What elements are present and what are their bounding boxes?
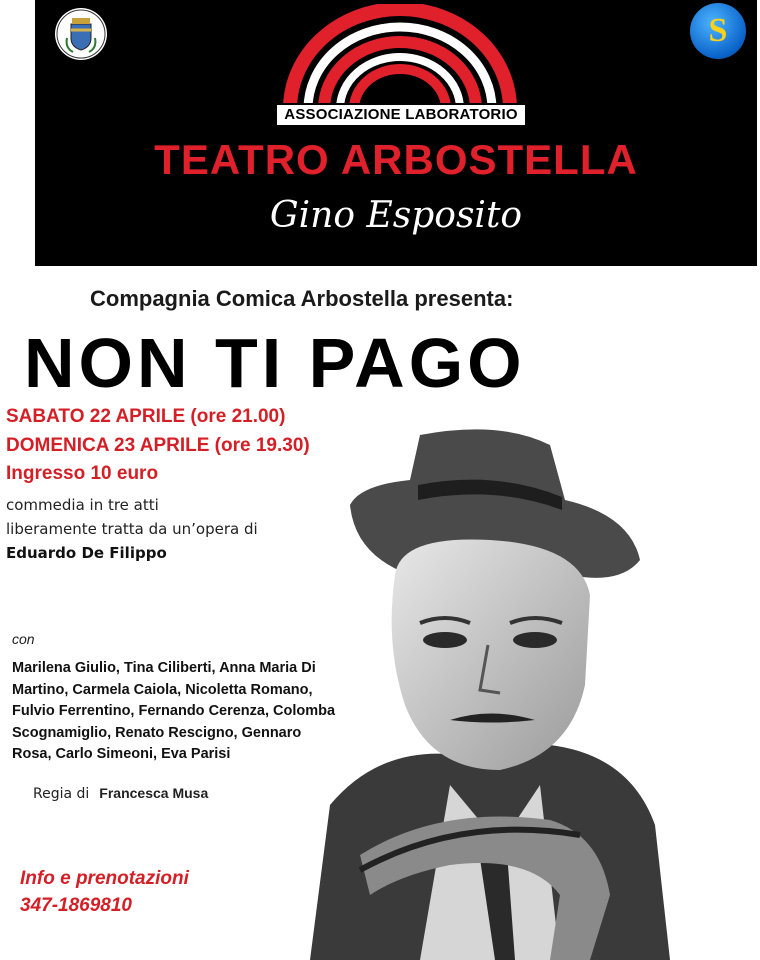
header-banner [35, 0, 757, 266]
actor-portrait [300, 425, 670, 960]
info-label: Info e prenotazioni [20, 868, 189, 889]
direction-line [33, 785, 208, 802]
arch-logo-icon [280, 4, 520, 114]
cast-label: con [12, 631, 35, 647]
show-title: NON TI PAGO [24, 324, 526, 402]
founder-signature: Gino Esposito [269, 195, 523, 236]
info-phone: 347-1869810 [20, 895, 132, 916]
association-label: ASSOCIAZIONE LABORATORIO [275, 103, 527, 127]
description-line-2: liberamente tratta da un’opera di [6, 520, 258, 538]
presenter-line: Compagnia Comica Arbostella presenta: [90, 286, 514, 311]
director-name: Francesca Musa [99, 785, 209, 801]
s-logo-badge: S [690, 3, 746, 59]
date-sunday: DOMENICA 23 APRILE (ore 19.30) [6, 435, 310, 456]
theatre-name: TEATRO ARBOSTELLA [154, 136, 638, 183]
coat-of-arms-icon [55, 8, 107, 60]
description-line-1: commedia in tre atti [6, 496, 159, 514]
date-saturday: SABATO 22 APRILE (ore 21.00) [6, 406, 286, 427]
cast-list: Marilena Giulio, Tina Ciliberti, Anna Maria Di Martino, Carmela Caiola, Nicoletta Romano, Fulvio Ferrentino, Fernando Cerenza, Colomba Scognamiglio, Renato Rescigno, Gennaro Rosa, Carlo Simeoni, Eva Parisi [12, 660, 336, 762]
entry-price: Ingresso 10 euro [6, 463, 159, 484]
direction-label: Regia di [33, 786, 90, 802]
author-name: Eduardo De Filippo [6, 544, 167, 562]
